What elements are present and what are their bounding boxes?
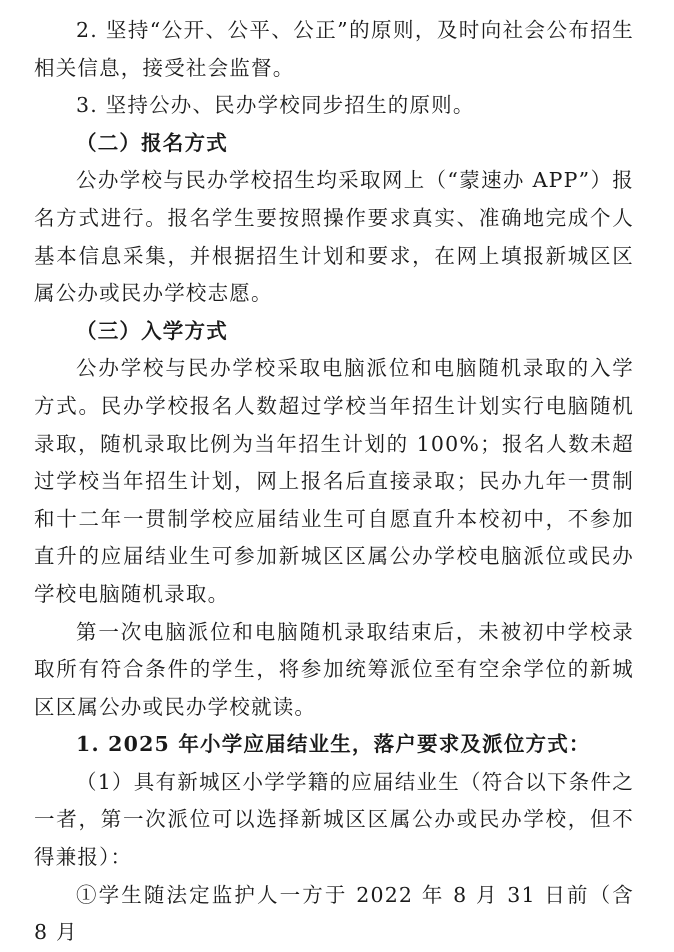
- section-heading-admission: （三）入学方式: [76, 318, 228, 343]
- principle-3-paragraph: 3. 坚持公办、民办学校同步招生的原则。: [76, 93, 475, 118]
- registration-paragraph: 公办学校与民办学校招生均采取网上（“蒙速办 APP”）报名方式进行。报名学生要按照操作要求真实、准确地完成个人基本信息采集，并根据招生计划和要求，在网上填报新城区区属公办或民办学校志愿。: [34, 168, 634, 306]
- allocation-paragraph: 第一次电脑派位和电脑随机录取结束后，未被初中学校录取所有符合条件的学生，将参加统筹派位至有空余学位的新城区区属公办或民办学校就读。: [34, 619, 634, 719]
- subsection-heading-2025-graduates: 1. 2025 年小学应届结业生，落户要求及派位方式：: [76, 732, 591, 757]
- document-page: [34, 12, 634, 952]
- condition-1-paragraph: （1）具有新城区小学学籍的应届结业生（符合以下条件之一者，第一次派位可以选择新城区区属公办或民办学校，但不得兼报）：: [34, 769, 634, 870]
- section-heading-registration: （二）报名方式: [76, 130, 228, 155]
- condition-item-1-paragraph: ①学生随法定监护人一方于 2022 年 8 月 31 日前（含 8 月: [34, 882, 634, 945]
- admission-paragraph: 公办学校与民办学校采取电脑派位和电脑随机录取的入学方式。民办学校报名人数超过学校当年招生计划实行电脑随机录取，随机录取比例为当年招生计划的 100%；报名人数未超过学校当年招生计划，网上报名后直接录取；民办九年一贯制和十二年一贯制学校应届结业生可自愿直升本校初中，不参加直升的应届结业生可参加新城区区属公办学校电脑派位或民办学校电脑随机录取。: [34, 356, 634, 606]
- principle-2-paragraph: 2. 坚持“公开、公平、公正”的原则，及时向社会公布招生相关信息，接受社会监督。: [34, 18, 634, 80]
